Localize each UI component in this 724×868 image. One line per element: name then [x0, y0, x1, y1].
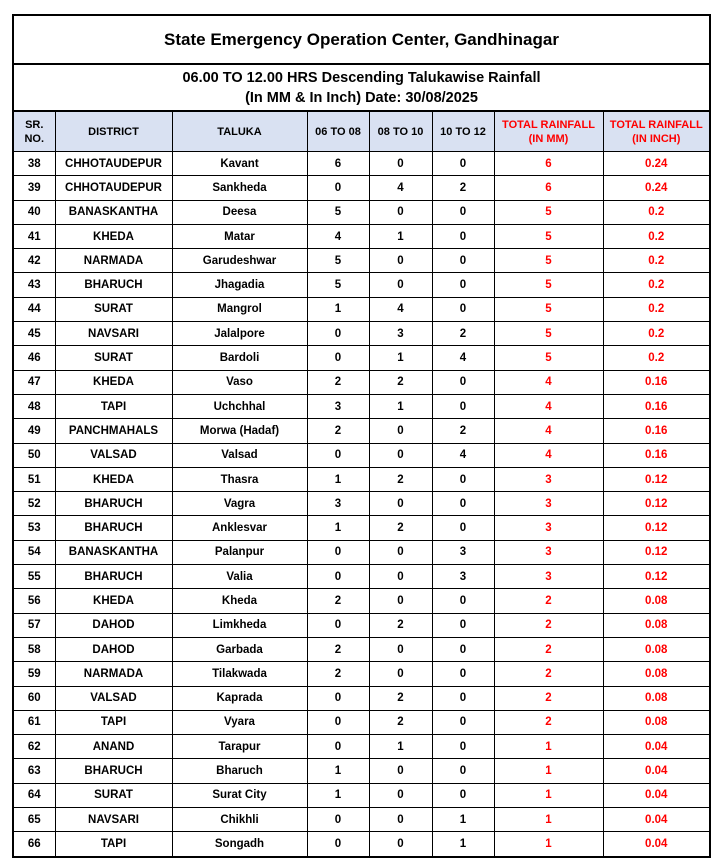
cell-period-06-08: 1 [307, 297, 369, 321]
cell-period-06-08: 1 [307, 467, 369, 491]
cell-sr-no: 38 [14, 152, 55, 176]
cell-period-08-10: 1 [369, 346, 432, 370]
table-row [14, 589, 709, 613]
cell-sr-no: 44 [14, 297, 55, 321]
cell-period-08-10: 0 [369, 443, 432, 467]
cell-district: KHEDA [55, 589, 172, 613]
cell-district: VALSAD [55, 443, 172, 467]
table-row [14, 492, 709, 516]
cell-period-10-12: 0 [432, 637, 494, 661]
cell-total-mm: 6 [494, 176, 603, 200]
rainfall-table [14, 112, 709, 856]
cell-period-06-08: 0 [307, 443, 369, 467]
table-row [14, 808, 709, 832]
table-row [14, 516, 709, 540]
cell-district: KHEDA [55, 467, 172, 491]
cell-sr-no: 39 [14, 176, 55, 200]
cell-period-10-12: 3 [432, 540, 494, 564]
cell-total-inch: 0.08 [603, 613, 709, 637]
cell-district: BHARUCH [55, 759, 172, 783]
cell-total-inch: 0.12 [603, 467, 709, 491]
cell-period-08-10: 0 [369, 808, 432, 832]
cell-total-mm: 5 [494, 224, 603, 248]
cell-total-mm: 5 [494, 322, 603, 346]
cell-sr-no: 49 [14, 419, 55, 443]
cell-total-mm: 1 [494, 832, 603, 856]
report-subtitle [14, 65, 709, 112]
cell-period-10-12: 4 [432, 443, 494, 467]
cell-total-mm: 5 [494, 200, 603, 224]
header-total-inch [603, 112, 709, 152]
cell-total-inch: 0.24 [603, 176, 709, 200]
header-period-06-08: 06 TO 08 [307, 112, 369, 152]
cell-total-inch: 0.08 [603, 710, 709, 734]
table-row [14, 322, 709, 346]
cell-district: PANCHMAHALS [55, 419, 172, 443]
cell-total-inch: 0.2 [603, 249, 709, 273]
cell-period-06-08: 3 [307, 394, 369, 418]
cell-sr-no: 58 [14, 637, 55, 661]
table-row [14, 224, 709, 248]
cell-period-06-08: 0 [307, 322, 369, 346]
cell-district: BANASKANTHA [55, 540, 172, 564]
cell-period-10-12: 0 [432, 492, 494, 516]
cell-sr-no: 42 [14, 249, 55, 273]
cell-period-08-10: 0 [369, 637, 432, 661]
cell-total-mm: 1 [494, 783, 603, 807]
cell-total-mm: 2 [494, 710, 603, 734]
cell-total-mm: 4 [494, 370, 603, 394]
table-row [14, 370, 709, 394]
table-row [14, 346, 709, 370]
cell-period-06-08: 4 [307, 224, 369, 248]
cell-district: NARMADA [55, 662, 172, 686]
cell-taluka: Jalalpore [172, 322, 307, 346]
table-row [14, 394, 709, 418]
cell-taluka: Palanpur [172, 540, 307, 564]
cell-taluka: Kheda [172, 589, 307, 613]
cell-sr-no: 52 [14, 492, 55, 516]
cell-period-10-12: 0 [432, 662, 494, 686]
cell-total-inch: 0.2 [603, 322, 709, 346]
table-row [14, 783, 709, 807]
cell-taluka: Songadh [172, 832, 307, 856]
cell-period-08-10: 3 [369, 322, 432, 346]
cell-period-10-12: 0 [432, 224, 494, 248]
cell-taluka: Matar [172, 224, 307, 248]
cell-period-06-08: 0 [307, 686, 369, 710]
table-row [14, 637, 709, 661]
table-row [14, 152, 709, 176]
cell-district: SURAT [55, 783, 172, 807]
cell-taluka: Limkheda [172, 613, 307, 637]
table-row [14, 540, 709, 564]
cell-period-08-10: 0 [369, 492, 432, 516]
cell-total-inch: 0.16 [603, 370, 709, 394]
cell-period-10-12: 0 [432, 516, 494, 540]
table-row [14, 467, 709, 491]
cell-total-inch: 0.2 [603, 200, 709, 224]
header-total-inch-line2: (IN INCH) [632, 132, 681, 145]
cell-total-mm: 2 [494, 662, 603, 686]
cell-total-inch: 0.04 [603, 759, 709, 783]
cell-total-inch: 0.16 [603, 419, 709, 443]
cell-total-inch: 0.04 [603, 783, 709, 807]
cell-total-mm: 2 [494, 613, 603, 637]
cell-total-inch: 0.12 [603, 516, 709, 540]
cell-total-inch: 0.04 [603, 808, 709, 832]
cell-taluka: Bharuch [172, 759, 307, 783]
cell-taluka: Sankheda [172, 176, 307, 200]
table-row [14, 249, 709, 273]
cell-sr-no: 56 [14, 589, 55, 613]
cell-period-08-10: 0 [369, 200, 432, 224]
cell-district: CHHOTAUDEPUR [55, 152, 172, 176]
cell-taluka: Anklesvar [172, 516, 307, 540]
cell-period-06-08: 0 [307, 565, 369, 589]
header-total-mm-line1: TOTAL RAINFALL [502, 118, 595, 131]
cell-taluka: Vagra [172, 492, 307, 516]
cell-period-06-08: 1 [307, 783, 369, 807]
subtitle-line-1: 06.00 TO 12.00 HRS Descending Talukawise Rainfall [182, 69, 541, 86]
cell-period-06-08: 0 [307, 613, 369, 637]
cell-district: BHARUCH [55, 273, 172, 297]
cell-total-mm: 1 [494, 735, 603, 759]
cell-period-08-10: 0 [369, 273, 432, 297]
cell-period-10-12: 0 [432, 613, 494, 637]
cell-period-06-08: 2 [307, 637, 369, 661]
header-total-mm [494, 112, 603, 152]
cell-total-mm: 3 [494, 565, 603, 589]
cell-total-inch: 0.04 [603, 832, 709, 856]
cell-taluka: Uchchhal [172, 394, 307, 418]
cell-sr-no: 40 [14, 200, 55, 224]
cell-sr-no: 60 [14, 686, 55, 710]
cell-taluka: Garudeshwar [172, 249, 307, 273]
cell-district: BHARUCH [55, 492, 172, 516]
cell-period-08-10: 0 [369, 783, 432, 807]
cell-district: TAPI [55, 394, 172, 418]
cell-period-10-12: 0 [432, 735, 494, 759]
cell-total-inch: 0.2 [603, 297, 709, 321]
cell-period-06-08: 2 [307, 589, 369, 613]
cell-district: CHHOTAUDEPUR [55, 176, 172, 200]
cell-total-mm: 4 [494, 419, 603, 443]
cell-total-inch: 0.2 [603, 273, 709, 297]
cell-taluka: Thasra [172, 467, 307, 491]
cell-period-08-10: 1 [369, 224, 432, 248]
cell-total-mm: 4 [494, 443, 603, 467]
header-taluka: TALUKA [172, 112, 307, 152]
cell-period-08-10: 0 [369, 662, 432, 686]
cell-period-06-08: 1 [307, 516, 369, 540]
header-sr-no [14, 112, 55, 152]
cell-period-10-12: 0 [432, 759, 494, 783]
cell-district: DAHOD [55, 613, 172, 637]
cell-total-mm: 5 [494, 249, 603, 273]
cell-period-08-10: 0 [369, 419, 432, 443]
cell-district: BHARUCH [55, 565, 172, 589]
cell-sr-no: 45 [14, 322, 55, 346]
cell-period-06-08: 0 [307, 735, 369, 759]
cell-total-mm: 3 [494, 540, 603, 564]
header-sr-line1: SR. [25, 118, 44, 131]
cell-period-10-12: 0 [432, 249, 494, 273]
cell-period-08-10: 1 [369, 394, 432, 418]
cell-period-10-12: 2 [432, 419, 494, 443]
cell-total-inch: 0.08 [603, 589, 709, 613]
cell-district: DAHOD [55, 637, 172, 661]
cell-sr-no: 61 [14, 710, 55, 734]
cell-taluka: Tarapur [172, 735, 307, 759]
table-row [14, 443, 709, 467]
cell-taluka: Valia [172, 565, 307, 589]
cell-sr-no: 66 [14, 832, 55, 856]
cell-total-inch: 0.2 [603, 224, 709, 248]
cell-total-inch: 0.08 [603, 662, 709, 686]
header-total-inch-line1: TOTAL RAINFALL [609, 118, 703, 131]
cell-period-08-10: 1 [369, 735, 432, 759]
cell-sr-no: 57 [14, 613, 55, 637]
cell-taluka: Mangrol [172, 297, 307, 321]
header-district: DISTRICT [55, 112, 172, 152]
cell-taluka: Vaso [172, 370, 307, 394]
cell-sr-no: 55 [14, 565, 55, 589]
table-row [14, 176, 709, 200]
cell-period-10-12: 0 [432, 394, 494, 418]
cell-sr-no: 59 [14, 662, 55, 686]
cell-district: NARMADA [55, 249, 172, 273]
cell-total-mm: 1 [494, 808, 603, 832]
table-row [14, 662, 709, 686]
cell-period-08-10: 2 [369, 686, 432, 710]
header-period-08-10: 08 TO 10 [369, 112, 432, 152]
cell-period-10-12: 0 [432, 200, 494, 224]
cell-total-inch: 0.08 [603, 637, 709, 661]
table-row [14, 710, 709, 734]
cell-taluka: Kavant [172, 152, 307, 176]
table-row [14, 419, 709, 443]
cell-period-10-12: 1 [432, 832, 494, 856]
cell-total-mm: 4 [494, 394, 603, 418]
cell-period-10-12: 0 [432, 297, 494, 321]
cell-district: VALSAD [55, 686, 172, 710]
table-row [14, 565, 709, 589]
cell-period-08-10: 0 [369, 249, 432, 273]
cell-period-08-10: 0 [369, 565, 432, 589]
cell-district: SURAT [55, 297, 172, 321]
table-row [14, 735, 709, 759]
cell-sr-no: 48 [14, 394, 55, 418]
table-row [14, 832, 709, 856]
cell-period-08-10: 2 [369, 370, 432, 394]
cell-period-06-08: 0 [307, 176, 369, 200]
cell-total-inch: 0.12 [603, 492, 709, 516]
cell-taluka: Valsad [172, 443, 307, 467]
cell-district: TAPI [55, 832, 172, 856]
cell-period-08-10: 0 [369, 759, 432, 783]
table-row [14, 613, 709, 637]
cell-total-mm: 5 [494, 297, 603, 321]
cell-period-10-12: 2 [432, 322, 494, 346]
cell-sr-no: 63 [14, 759, 55, 783]
cell-district: NAVSARI [55, 322, 172, 346]
cell-period-10-12: 0 [432, 783, 494, 807]
cell-period-08-10: 4 [369, 297, 432, 321]
cell-district: NAVSARI [55, 808, 172, 832]
cell-district: BHARUCH [55, 516, 172, 540]
cell-period-06-08: 0 [307, 808, 369, 832]
table-row [14, 686, 709, 710]
cell-district: KHEDA [55, 224, 172, 248]
cell-period-10-12: 0 [432, 370, 494, 394]
cell-period-10-12: 0 [432, 152, 494, 176]
cell-period-10-12: 0 [432, 710, 494, 734]
cell-period-08-10: 0 [369, 152, 432, 176]
cell-period-10-12: 0 [432, 467, 494, 491]
cell-period-08-10: 2 [369, 613, 432, 637]
cell-total-inch: 0.12 [603, 540, 709, 564]
cell-period-10-12: 0 [432, 686, 494, 710]
cell-total-inch: 0.16 [603, 394, 709, 418]
cell-period-06-08: 2 [307, 370, 369, 394]
table-header-row [14, 112, 709, 152]
cell-period-06-08: 2 [307, 419, 369, 443]
cell-district: BANASKANTHA [55, 200, 172, 224]
cell-taluka: Chikhli [172, 808, 307, 832]
cell-taluka: Bardoli [172, 346, 307, 370]
cell-period-08-10: 0 [369, 589, 432, 613]
cell-period-10-12: 1 [432, 808, 494, 832]
cell-taluka: Jhagadia [172, 273, 307, 297]
cell-sr-no: 62 [14, 735, 55, 759]
cell-period-10-12: 0 [432, 589, 494, 613]
cell-period-10-12: 2 [432, 176, 494, 200]
cell-period-06-08: 0 [307, 540, 369, 564]
cell-total-inch: 0.04 [603, 735, 709, 759]
report-title: State Emergency Operation Center, Gandhinagar [14, 16, 709, 65]
cell-period-06-08: 0 [307, 832, 369, 856]
cell-period-08-10: 2 [369, 710, 432, 734]
cell-total-mm: 2 [494, 637, 603, 661]
header-period-10-12: 10 TO 12 [432, 112, 494, 152]
cell-period-08-10: 0 [369, 540, 432, 564]
cell-total-inch: 0.12 [603, 565, 709, 589]
cell-district: SURAT [55, 346, 172, 370]
header-total-mm-line2: (IN MM) [528, 132, 569, 145]
cell-sr-no: 41 [14, 224, 55, 248]
cell-period-06-08: 0 [307, 710, 369, 734]
cell-period-06-08: 5 [307, 249, 369, 273]
cell-period-06-08: 5 [307, 200, 369, 224]
header-sr-line2: NO. [24, 132, 45, 145]
cell-total-mm: 3 [494, 516, 603, 540]
cell-period-06-08: 1 [307, 759, 369, 783]
table-row [14, 759, 709, 783]
cell-sr-no: 47 [14, 370, 55, 394]
rainfall-report [12, 14, 711, 858]
cell-period-06-08: 0 [307, 346, 369, 370]
cell-total-inch: 0.24 [603, 152, 709, 176]
cell-total-mm: 2 [494, 686, 603, 710]
cell-sr-no: 46 [14, 346, 55, 370]
cell-period-10-12: 3 [432, 565, 494, 589]
cell-period-08-10: 2 [369, 516, 432, 540]
cell-total-mm: 1 [494, 759, 603, 783]
cell-total-inch: 0.2 [603, 346, 709, 370]
cell-period-08-10: 2 [369, 467, 432, 491]
cell-sr-no: 64 [14, 783, 55, 807]
cell-taluka: Vyara [172, 710, 307, 734]
cell-taluka: Kaprada [172, 686, 307, 710]
cell-sr-no: 43 [14, 273, 55, 297]
cell-sr-no: 51 [14, 467, 55, 491]
cell-total-inch: 0.16 [603, 443, 709, 467]
cell-period-08-10: 0 [369, 832, 432, 856]
cell-sr-no: 54 [14, 540, 55, 564]
cell-taluka: Garbada [172, 637, 307, 661]
cell-district: TAPI [55, 710, 172, 734]
cell-district: KHEDA [55, 370, 172, 394]
table-row [14, 200, 709, 224]
cell-taluka: Surat City [172, 783, 307, 807]
cell-period-08-10: 4 [369, 176, 432, 200]
cell-total-mm: 3 [494, 467, 603, 491]
cell-total-mm: 2 [494, 589, 603, 613]
cell-total-mm: 3 [494, 492, 603, 516]
cell-period-06-08: 2 [307, 662, 369, 686]
cell-total-inch: 0.08 [603, 686, 709, 710]
cell-sr-no: 53 [14, 516, 55, 540]
cell-total-mm: 6 [494, 152, 603, 176]
cell-sr-no: 65 [14, 808, 55, 832]
cell-period-10-12: 0 [432, 273, 494, 297]
cell-total-mm: 5 [494, 273, 603, 297]
cell-taluka: Morwa (Hadaf) [172, 419, 307, 443]
cell-taluka: Deesa [172, 200, 307, 224]
cell-total-mm: 5 [494, 346, 603, 370]
cell-sr-no: 50 [14, 443, 55, 467]
cell-period-06-08: 5 [307, 273, 369, 297]
subtitle-line-2: (In MM & In Inch) Date: 30/08/2025 [245, 89, 478, 106]
cell-period-06-08: 3 [307, 492, 369, 516]
cell-taluka: Tilakwada [172, 662, 307, 686]
table-row [14, 297, 709, 321]
table-row [14, 273, 709, 297]
cell-period-06-08: 6 [307, 152, 369, 176]
cell-district: ANAND [55, 735, 172, 759]
cell-period-10-12: 4 [432, 346, 494, 370]
